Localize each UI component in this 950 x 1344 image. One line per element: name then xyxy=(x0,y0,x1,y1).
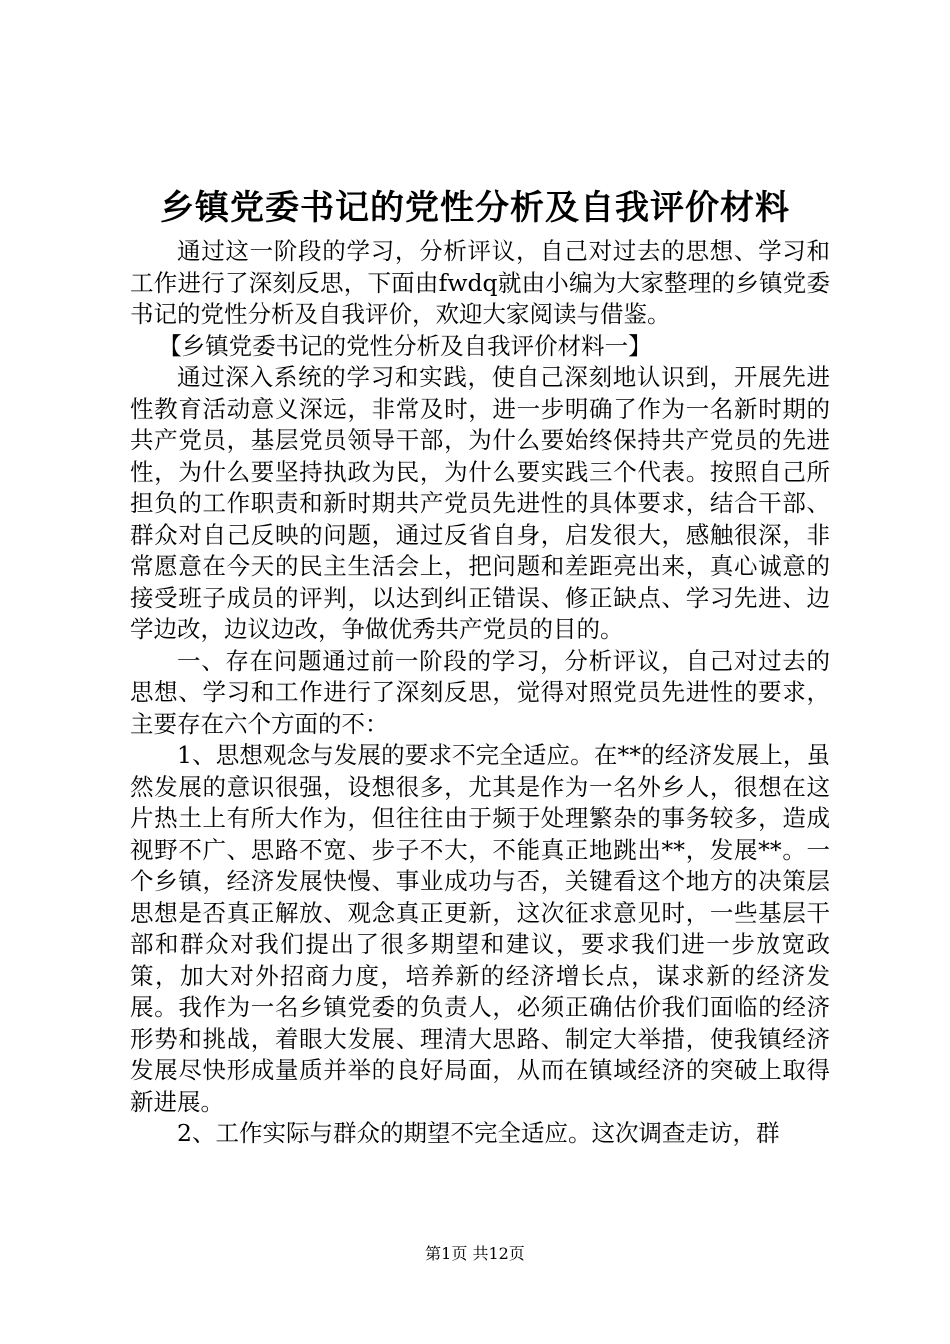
section-heading: 【乡镇党委书记的党性分析及自我评价材料一】 xyxy=(158,331,652,360)
document-title: 乡镇党委书记的党性分析及自我评价材料 xyxy=(160,188,790,228)
item-2-paragraph: 2、工作实际与群众的期望不完全适应。这次调查走访，群 xyxy=(177,1119,780,1147)
page-footer: 第1页 共12页 xyxy=(425,1244,525,1263)
problems-paragraph: 一、存在问题通过前一阶段的学习，分析评议，自己对过去的思想、学习和工作进行了深刻反思，觉得对照党员先进性的要求，主要存在六个方面的不： xyxy=(130,646,830,738)
document-body xyxy=(130,236,830,1150)
intro-paragraph: 通过这一阶段的学习，分析评议，自己对过去的思想、学习和工作进行了深刻反思，下面由fwdq就由小编为大家整理的乡镇党委书记的党性分析及自我评价，欢迎大家阅读与借鉴。 xyxy=(130,237,830,328)
item-1-paragraph: 1、思想观念与发展的要求不完全适应。在**的经济发展上，虽然发展的意识很强，设想很多，尤其是作为一名外乡人，很想在这片热土上有所大作为，但往往由于频于处理繁杂的事务较多，造成视野不广、思路不宽、步子不大，不能真正地跳出**，发展**。一个乡镇，经济发展快慢、事业成功与否，关键看这个地方的决策层思想是否真正解放、观念真正更新，这次征求意见时，一些基层干部和群众对我们提出了很多期望和建议，要求我们进一步放宽政策，加大对外招商力度，培养新的经济增长点，谋求新的经济发展。我作为一名乡镇党委的负责人，必须正确估价我们面临的经济形势和挑战，着眼大发展、理清大思路、制定大举措，使我镇经济发展尽快形成量质并举的良好局面，从而在镇域经济的突破上取得新进展。 xyxy=(130,741,830,1116)
body-paragraph: 通过深入系统的学习和实践，使自己深刻地认识到，开展先进性教育活动意义深远，非常及时，进一步明确了作为一名新时期的共产党员，基层党员领导干部，为什么要始终保持共产党员的先进性，为什么要坚持执政为民，为什么要实践三个代表。按照自己所担负的工作职责和新时期共产党员先进性的具体要求，结合干部、群众对自己反映的问题，通过反省自身，启发很大，感触很深，非常愿意在今天的民主生活会上，把问题和差距亮出来，真心诚意的接受班子成员的评判，以达到纠正错误、修正缺点、学习先进、边学边改，边议边改，争做优秀共产党员的目的。 xyxy=(130,363,830,643)
